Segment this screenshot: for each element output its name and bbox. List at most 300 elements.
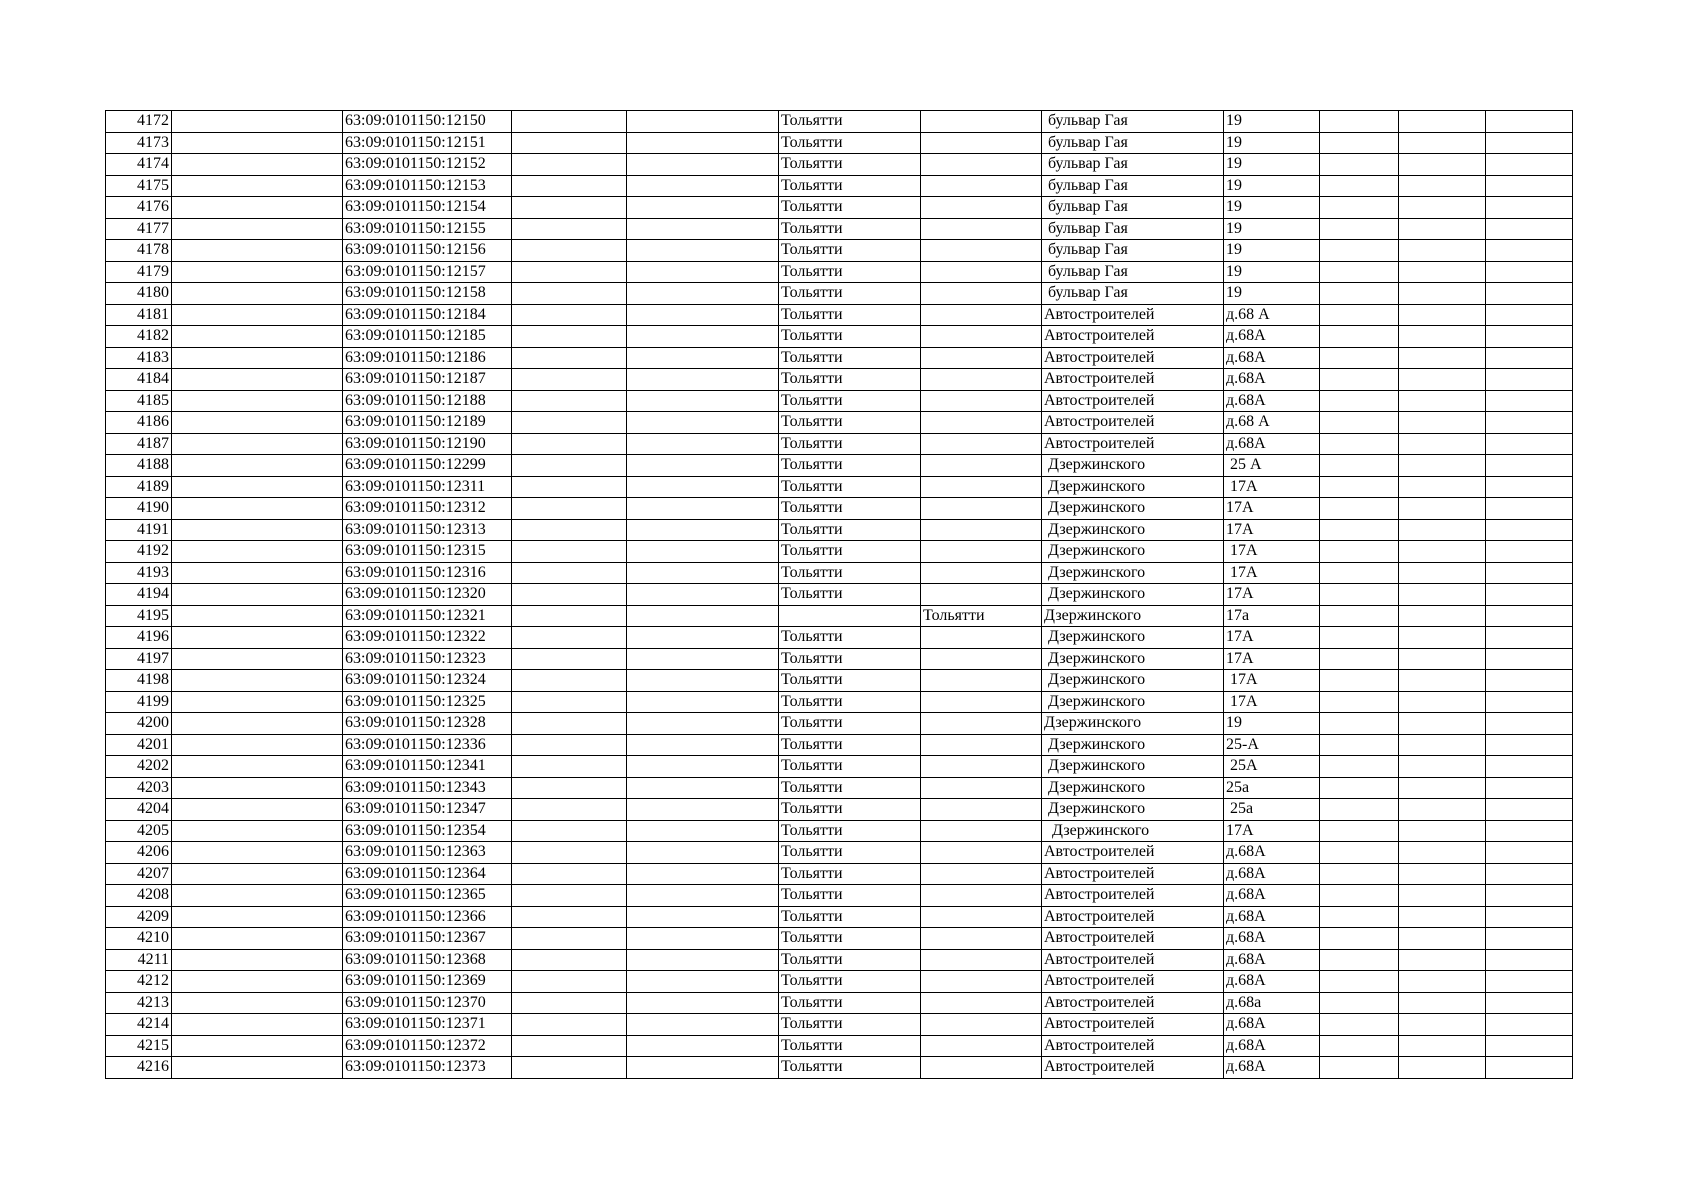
column-b-cell	[172, 1014, 343, 1036]
street-cell: Автостроителей	[1042, 412, 1224, 434]
column-l-cell	[1486, 1014, 1573, 1036]
cadastral-number-cell: 63:09:0101150:12188	[343, 390, 512, 412]
street-cell: Дзержинского	[1042, 519, 1224, 541]
table-row	[106, 799, 1573, 821]
column-b-cell	[172, 691, 343, 713]
column-d-cell	[512, 691, 627, 713]
column-l-cell	[1486, 1035, 1573, 1057]
street-cell: бульвар Гая	[1042, 240, 1224, 262]
city-cell: Тольятти	[779, 154, 921, 176]
table-row	[106, 304, 1573, 326]
table-row	[106, 971, 1573, 993]
column-d-cell	[512, 562, 627, 584]
table-row	[106, 863, 1573, 885]
table-row	[106, 541, 1573, 563]
street-cell: Дзержинского	[1042, 820, 1224, 842]
row-number-cell: 4202	[106, 756, 172, 778]
street-cell: Автостроителей	[1042, 1035, 1224, 1057]
house-number-cell: 19	[1224, 283, 1320, 305]
row-number-cell: 4186	[106, 412, 172, 434]
city-alt-cell	[921, 562, 1042, 584]
column-e-cell	[627, 777, 779, 799]
city-alt-cell	[921, 756, 1042, 778]
city-cell: Тольятти	[779, 369, 921, 391]
city-alt-cell	[921, 949, 1042, 971]
column-k-cell	[1399, 885, 1486, 907]
column-e-cell	[627, 283, 779, 305]
house-number-cell: 19	[1224, 197, 1320, 219]
house-number-cell: 17а	[1224, 605, 1320, 627]
column-k-cell	[1399, 562, 1486, 584]
street-cell: Автостроителей	[1042, 906, 1224, 928]
city-cell: Тольятти	[779, 175, 921, 197]
column-d-cell	[512, 820, 627, 842]
city-alt-cell	[921, 261, 1042, 283]
house-number-cell: 25А	[1224, 756, 1320, 778]
cadastral-number-cell: 63:09:0101150:12324	[343, 670, 512, 692]
column-k-cell	[1399, 734, 1486, 756]
city-cell: Тольятти	[779, 777, 921, 799]
table-body	[106, 111, 1573, 1079]
column-d-cell	[512, 476, 627, 498]
column-e-cell	[627, 433, 779, 455]
cadastral-number-cell: 63:09:0101150:12367	[343, 928, 512, 950]
cadastral-number-cell: 63:09:0101150:12158	[343, 283, 512, 305]
house-number-cell: д.68А	[1224, 971, 1320, 993]
table-row	[106, 347, 1573, 369]
column-j-cell	[1320, 756, 1399, 778]
house-number-cell: 19	[1224, 175, 1320, 197]
column-d-cell	[512, 756, 627, 778]
column-d-cell	[512, 261, 627, 283]
column-e-cell	[627, 648, 779, 670]
cadastral-number-cell: 63:09:0101150:12311	[343, 476, 512, 498]
street-cell: Автостроителей	[1042, 971, 1224, 993]
column-k-cell	[1399, 1014, 1486, 1036]
table-row	[106, 777, 1573, 799]
table-row	[106, 627, 1573, 649]
column-e-cell	[627, 111, 779, 133]
city-cell: Тольятти	[779, 498, 921, 520]
column-k-cell	[1399, 175, 1486, 197]
table-row	[106, 885, 1573, 907]
column-j-cell	[1320, 390, 1399, 412]
column-d-cell	[512, 863, 627, 885]
table-row	[106, 691, 1573, 713]
city-cell: Тольятти	[779, 906, 921, 928]
house-number-cell: 19	[1224, 261, 1320, 283]
house-number-cell: д.68а	[1224, 992, 1320, 1014]
cadastral-number-cell: 63:09:0101150:12372	[343, 1035, 512, 1057]
city-cell: Тольятти	[779, 842, 921, 864]
table-row	[106, 584, 1573, 606]
table-row	[106, 992, 1573, 1014]
column-j-cell	[1320, 412, 1399, 434]
row-number-cell: 4195	[106, 605, 172, 627]
row-number-cell: 4177	[106, 218, 172, 240]
house-number-cell: д.68А	[1224, 369, 1320, 391]
cadastral-number-cell: 63:09:0101150:12322	[343, 627, 512, 649]
city-cell: Тольятти	[779, 240, 921, 262]
column-j-cell	[1320, 713, 1399, 735]
city-alt-cell	[921, 283, 1042, 305]
column-l-cell	[1486, 670, 1573, 692]
column-b-cell	[172, 949, 343, 971]
row-number-cell: 4207	[106, 863, 172, 885]
table-row	[106, 605, 1573, 627]
city-cell: Тольятти	[779, 1057, 921, 1079]
table-row	[106, 1014, 1573, 1036]
house-number-cell: д.68А	[1224, 347, 1320, 369]
house-number-cell: д.68А	[1224, 863, 1320, 885]
column-k-cell	[1399, 820, 1486, 842]
column-l-cell	[1486, 132, 1573, 154]
row-number-cell: 4178	[106, 240, 172, 262]
street-cell: бульвар Гая	[1042, 218, 1224, 240]
city-alt-cell	[921, 691, 1042, 713]
row-number-cell: 4214	[106, 1014, 172, 1036]
cadastral-number-cell: 63:09:0101150:12373	[343, 1057, 512, 1079]
cadastral-number-cell: 63:09:0101150:12153	[343, 175, 512, 197]
column-b-cell	[172, 519, 343, 541]
cadastral-number-cell: 63:09:0101150:12366	[343, 906, 512, 928]
table-row	[106, 390, 1573, 412]
column-l-cell	[1486, 283, 1573, 305]
table-row	[106, 197, 1573, 219]
column-l-cell	[1486, 562, 1573, 584]
cadastral-number-cell: 63:09:0101150:12363	[343, 842, 512, 864]
column-e-cell	[627, 304, 779, 326]
row-number-cell: 4198	[106, 670, 172, 692]
table-row	[106, 283, 1573, 305]
cadastral-number-cell: 63:09:0101150:12325	[343, 691, 512, 713]
city-cell: Тольятти	[779, 1035, 921, 1057]
column-e-cell	[627, 562, 779, 584]
row-number-cell: 4189	[106, 476, 172, 498]
column-e-cell	[627, 175, 779, 197]
house-number-cell: 17А	[1224, 627, 1320, 649]
column-l-cell	[1486, 906, 1573, 928]
column-d-cell	[512, 777, 627, 799]
column-d-cell	[512, 240, 627, 262]
cadastral-number-cell: 63:09:0101150:12368	[343, 949, 512, 971]
column-k-cell	[1399, 928, 1486, 950]
row-number-cell: 4211	[106, 949, 172, 971]
column-k-cell	[1399, 476, 1486, 498]
column-b-cell	[172, 863, 343, 885]
house-number-cell: 17А	[1224, 670, 1320, 692]
house-number-cell: 17А	[1224, 476, 1320, 498]
column-j-cell	[1320, 304, 1399, 326]
row-number-cell: 4185	[106, 390, 172, 412]
column-b-cell	[172, 154, 343, 176]
cadastral-number-cell: 63:09:0101150:12315	[343, 541, 512, 563]
cadastral-number-cell: 63:09:0101150:12155	[343, 218, 512, 240]
city-cell: Тольятти	[779, 756, 921, 778]
column-k-cell	[1399, 713, 1486, 735]
table-row	[106, 906, 1573, 928]
column-j-cell	[1320, 498, 1399, 520]
column-d-cell	[512, 842, 627, 864]
column-k-cell	[1399, 347, 1486, 369]
column-l-cell	[1486, 261, 1573, 283]
city-alt-cell	[921, 304, 1042, 326]
column-l-cell	[1486, 541, 1573, 563]
street-cell: Дзержинского	[1042, 691, 1224, 713]
column-k-cell	[1399, 197, 1486, 219]
column-j-cell	[1320, 928, 1399, 950]
city-alt-cell	[921, 433, 1042, 455]
column-j-cell	[1320, 433, 1399, 455]
column-k-cell	[1399, 541, 1486, 563]
row-number-cell: 4194	[106, 584, 172, 606]
table-row	[106, 842, 1573, 864]
column-j-cell	[1320, 670, 1399, 692]
column-b-cell	[172, 928, 343, 950]
city-alt-cell	[921, 1014, 1042, 1036]
column-k-cell	[1399, 605, 1486, 627]
row-number-cell: 4201	[106, 734, 172, 756]
house-number-cell: 19	[1224, 713, 1320, 735]
city-alt-cell	[921, 842, 1042, 864]
column-e-cell	[627, 820, 779, 842]
table-row	[106, 261, 1573, 283]
city-cell: Тольятти	[779, 691, 921, 713]
column-e-cell	[627, 326, 779, 348]
column-d-cell	[512, 326, 627, 348]
street-cell: Автостроителей	[1042, 949, 1224, 971]
street-cell: Автостроителей	[1042, 863, 1224, 885]
column-j-cell	[1320, 347, 1399, 369]
house-number-cell: 25а	[1224, 799, 1320, 821]
city-alt-cell	[921, 541, 1042, 563]
column-e-cell	[627, 240, 779, 262]
column-l-cell	[1486, 519, 1573, 541]
column-j-cell	[1320, 326, 1399, 348]
column-j-cell	[1320, 906, 1399, 928]
column-e-cell	[627, 197, 779, 219]
house-number-cell: 19	[1224, 240, 1320, 262]
street-cell: Автостроителей	[1042, 304, 1224, 326]
row-number-cell: 4183	[106, 347, 172, 369]
column-l-cell	[1486, 756, 1573, 778]
street-cell: Автостроителей	[1042, 369, 1224, 391]
city-cell: Тольятти	[779, 971, 921, 993]
row-number-cell: 4209	[106, 906, 172, 928]
street-cell: Дзержинского	[1042, 713, 1224, 735]
column-k-cell	[1399, 369, 1486, 391]
street-cell: Дзержинского	[1042, 562, 1224, 584]
column-e-cell	[627, 906, 779, 928]
city-alt-cell	[921, 218, 1042, 240]
column-d-cell	[512, 949, 627, 971]
column-j-cell	[1320, 777, 1399, 799]
city-alt-cell	[921, 584, 1042, 606]
cadastral-number-cell: 63:09:0101150:12189	[343, 412, 512, 434]
row-number-cell: 4174	[106, 154, 172, 176]
city-alt-cell	[921, 1057, 1042, 1079]
column-b-cell	[172, 584, 343, 606]
column-k-cell	[1399, 218, 1486, 240]
column-l-cell	[1486, 691, 1573, 713]
city-alt-cell	[921, 519, 1042, 541]
house-number-cell: 19	[1224, 111, 1320, 133]
street-cell: бульвар Гая	[1042, 261, 1224, 283]
column-j-cell	[1320, 584, 1399, 606]
cadastral-number-cell: 63:09:0101150:12185	[343, 326, 512, 348]
column-j-cell	[1320, 605, 1399, 627]
column-l-cell	[1486, 734, 1573, 756]
column-e-cell	[627, 218, 779, 240]
city-cell: Тольятти	[779, 713, 921, 735]
table-row	[106, 433, 1573, 455]
column-l-cell	[1486, 240, 1573, 262]
cadastral-number-cell: 63:09:0101150:12354	[343, 820, 512, 842]
row-number-cell: 4193	[106, 562, 172, 584]
row-number-cell: 4205	[106, 820, 172, 842]
column-d-cell	[512, 1035, 627, 1057]
row-number-cell: 4206	[106, 842, 172, 864]
city-cell: Тольятти	[779, 197, 921, 219]
column-e-cell	[627, 261, 779, 283]
table-row	[106, 820, 1573, 842]
column-k-cell	[1399, 949, 1486, 971]
cadastral-number-cell: 63:09:0101150:12150	[343, 111, 512, 133]
row-number-cell: 4200	[106, 713, 172, 735]
city-cell: Тольятти	[779, 283, 921, 305]
column-k-cell	[1399, 777, 1486, 799]
column-l-cell	[1486, 476, 1573, 498]
column-d-cell	[512, 992, 627, 1014]
column-e-cell	[627, 498, 779, 520]
column-k-cell	[1399, 1057, 1486, 1079]
column-k-cell	[1399, 842, 1486, 864]
house-number-cell: 19	[1224, 154, 1320, 176]
table-row	[106, 1057, 1573, 1079]
column-j-cell	[1320, 111, 1399, 133]
column-j-cell	[1320, 799, 1399, 821]
table-row	[106, 455, 1573, 477]
table-row	[106, 218, 1573, 240]
column-l-cell	[1486, 863, 1573, 885]
column-l-cell	[1486, 175, 1573, 197]
city-cell: Тольятти	[779, 562, 921, 584]
cadastral-number-cell: 63:09:0101150:12320	[343, 584, 512, 606]
city-cell: Тольятти	[779, 261, 921, 283]
row-number-cell: 4188	[106, 455, 172, 477]
column-j-cell	[1320, 842, 1399, 864]
column-e-cell	[627, 756, 779, 778]
column-j-cell	[1320, 820, 1399, 842]
city-alt-cell	[921, 132, 1042, 154]
column-d-cell	[512, 648, 627, 670]
row-number-cell: 4213	[106, 992, 172, 1014]
city-cell: Тольятти	[779, 132, 921, 154]
street-cell: бульвар Гая	[1042, 175, 1224, 197]
house-number-cell: 17А	[1224, 820, 1320, 842]
column-j-cell	[1320, 541, 1399, 563]
table-row	[106, 326, 1573, 348]
table-row	[106, 1035, 1573, 1057]
column-l-cell	[1486, 455, 1573, 477]
column-e-cell	[627, 992, 779, 1014]
column-d-cell	[512, 283, 627, 305]
cadastral-number-cell: 63:09:0101150:12365	[343, 885, 512, 907]
column-b-cell	[172, 670, 343, 692]
city-alt-cell	[921, 777, 1042, 799]
row-number-cell: 4190	[106, 498, 172, 520]
row-number-cell: 4191	[106, 519, 172, 541]
column-k-cell	[1399, 670, 1486, 692]
column-b-cell	[172, 283, 343, 305]
row-number-cell: 4216	[106, 1057, 172, 1079]
column-b-cell	[172, 498, 343, 520]
row-number-cell: 4181	[106, 304, 172, 326]
cadastral-number-cell: 63:09:0101150:12312	[343, 498, 512, 520]
city-cell: Тольятти	[779, 519, 921, 541]
column-j-cell	[1320, 1057, 1399, 1079]
column-e-cell	[627, 1035, 779, 1057]
street-cell: бульвар Гая	[1042, 197, 1224, 219]
house-number-cell: 25а	[1224, 777, 1320, 799]
table-row	[106, 949, 1573, 971]
cadastral-number-cell: 63:09:0101150:12336	[343, 734, 512, 756]
column-b-cell	[172, 713, 343, 735]
city-alt-cell	[921, 390, 1042, 412]
column-k-cell	[1399, 691, 1486, 713]
table-row	[106, 756, 1573, 778]
column-e-cell	[627, 928, 779, 950]
column-j-cell	[1320, 240, 1399, 262]
column-d-cell	[512, 971, 627, 993]
column-b-cell	[172, 885, 343, 907]
column-k-cell	[1399, 756, 1486, 778]
column-l-cell	[1486, 326, 1573, 348]
column-b-cell	[172, 605, 343, 627]
column-l-cell	[1486, 369, 1573, 391]
street-cell: бульвар Гая	[1042, 132, 1224, 154]
column-e-cell	[627, 412, 779, 434]
city-alt-cell	[921, 713, 1042, 735]
street-cell: бульвар Гая	[1042, 154, 1224, 176]
column-e-cell	[627, 863, 779, 885]
column-k-cell	[1399, 992, 1486, 1014]
column-b-cell	[172, 992, 343, 1014]
street-cell: Дзержинского	[1042, 455, 1224, 477]
column-b-cell	[172, 756, 343, 778]
row-number-cell: 4179	[106, 261, 172, 283]
street-cell: Дзержинского	[1042, 670, 1224, 692]
city-alt-cell	[921, 154, 1042, 176]
city-cell: Тольятти	[779, 928, 921, 950]
column-d-cell	[512, 799, 627, 821]
table-row	[106, 154, 1573, 176]
column-l-cell	[1486, 433, 1573, 455]
city-cell: Тольятти	[779, 799, 921, 821]
city-cell: Тольятти	[779, 820, 921, 842]
column-d-cell	[512, 304, 627, 326]
city-alt-cell	[921, 347, 1042, 369]
cadastral-table	[105, 110, 1573, 1079]
column-e-cell	[627, 734, 779, 756]
column-b-cell	[172, 433, 343, 455]
column-k-cell	[1399, 283, 1486, 305]
column-e-cell	[627, 1057, 779, 1079]
cadastral-number-cell: 63:09:0101150:12369	[343, 971, 512, 993]
city-alt-cell: Тольятти	[921, 605, 1042, 627]
house-number-cell: 19	[1224, 218, 1320, 240]
column-b-cell	[172, 799, 343, 821]
